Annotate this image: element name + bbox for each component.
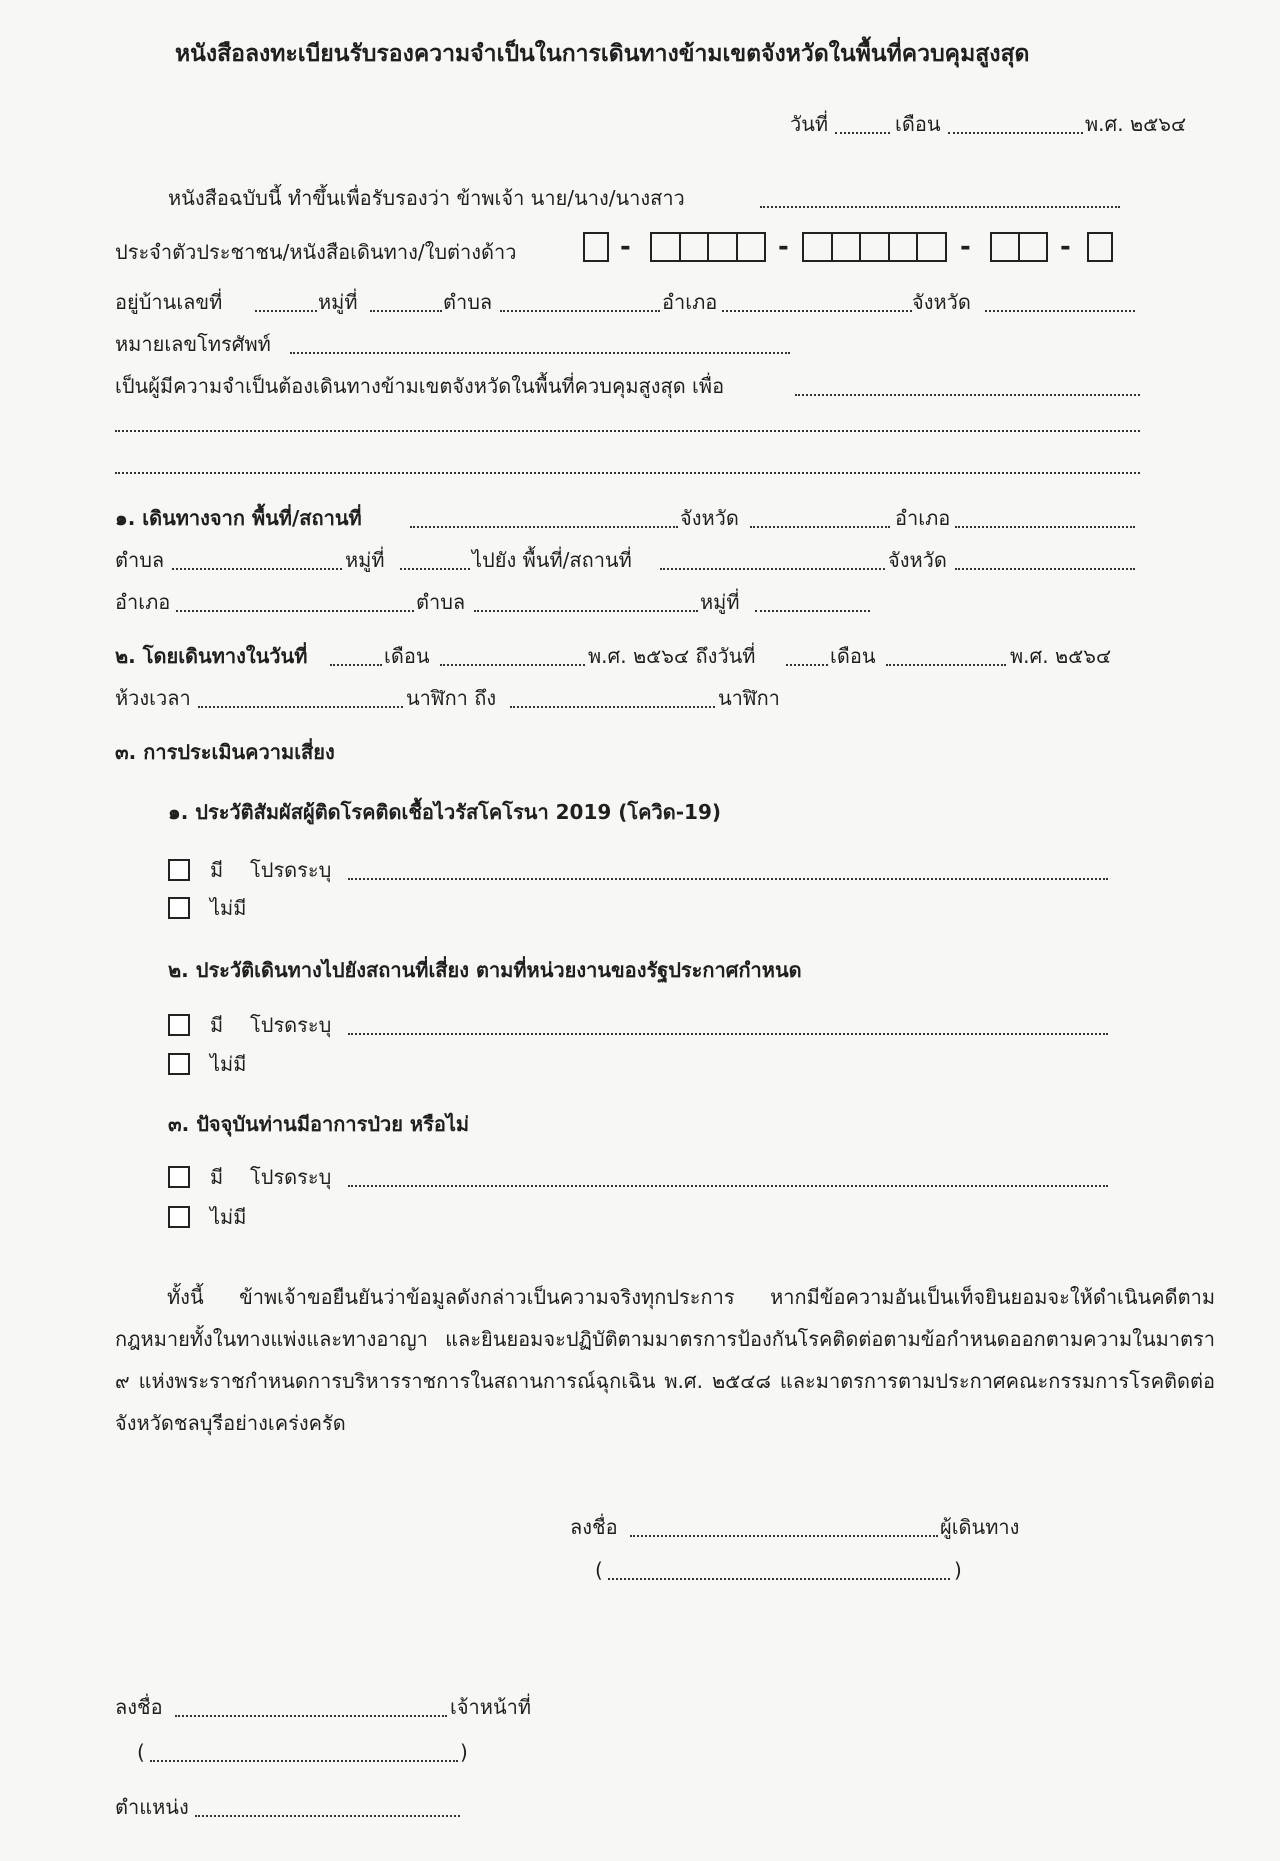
date-day-field[interactable]	[835, 132, 890, 134]
province-label: จังหวัด	[912, 290, 971, 314]
amphoe-label: อำเภอ	[662, 290, 718, 314]
id-dash: -	[960, 232, 971, 262]
purpose-label: เป็นผู้มีความจำเป็นต้องเดินทางข้ามเขตจังหวัดในพื้นที่ควบคุมสูงสุด เพื่อ	[115, 374, 725, 398]
travel-month-to-field[interactable]	[886, 664, 1006, 666]
section1-amphoe-label: อำเภอ	[895, 506, 951, 530]
section2-time-label: ห้วงเวลา	[115, 686, 191, 710]
section1-tambon-label: ตำบล	[115, 548, 165, 572]
traveler-open-paren: (	[595, 1558, 603, 1582]
moo-label: หมู่ที่	[318, 290, 358, 314]
time-to-field[interactable]	[510, 706, 715, 708]
to-place-field[interactable]	[660, 568, 885, 570]
tambon-label: ตำบล	[443, 290, 493, 314]
q1-no-checkbox[interactable]	[168, 897, 190, 919]
officer-label: เจ้าหน้าที่	[450, 1695, 532, 1719]
section2-minute-label: นาฬิกา	[718, 686, 780, 710]
house-no-field[interactable]	[255, 310, 317, 312]
intro-line-2: ประจำตัวประชาชน/หนังสือเดินทาง/ใบต่างด้าว	[115, 240, 517, 264]
intro-line-1: หนังสือฉบับนี้ ทำขึ้นเพื่อรับรองว่า ข้าพเจ้า นาย/นาง/นางสาว	[168, 186, 685, 210]
travel-day-to-field[interactable]	[786, 664, 828, 666]
q3-specify-field[interactable]	[348, 1185, 1108, 1187]
from-place-field[interactable]	[410, 526, 678, 528]
purpose-field-line-2[interactable]	[115, 430, 1140, 432]
from-province-field[interactable]	[750, 526, 890, 528]
time-from-field[interactable]	[198, 706, 403, 708]
purpose-field-line-3[interactable]	[115, 472, 1140, 474]
risk-q3-label: ๓. ปัจจุบันท่านมีอาการป่วย หรือไม่	[168, 1112, 470, 1136]
risk-q2-label: ๒. ประวัติเดินทางไปยังสถานที่เสี่ยง ตามที่หน่วยงานของรัฐประกาศกำหนด	[168, 958, 802, 982]
form-title: หนังสือลงทะเบียนรับรองความจำเป็นในการเดินทางข้ามเขตจังหวัดในพื้นที่ควบคุมสูงสุด	[175, 41, 1030, 67]
to-tambon-field[interactable]	[474, 610, 698, 612]
q1-specify-field[interactable]	[348, 878, 1108, 880]
id-dash: -	[620, 232, 631, 262]
id-dash: -	[1060, 232, 1071, 262]
section1-province-label: จังหวัด	[680, 506, 739, 530]
purpose-field[interactable]	[795, 394, 1140, 396]
q3-yes-label: มี	[210, 1165, 224, 1189]
section3-label: ๓. การประเมินความเสี่ยง	[115, 740, 335, 764]
from-amphoe-field[interactable]	[955, 526, 1135, 528]
q2-yes-label: มี	[210, 1013, 224, 1037]
q3-yes-checkbox[interactable]	[168, 1166, 190, 1188]
date-day-label: วันที่	[790, 112, 829, 136]
section2-month-to-label: เดือน	[830, 644, 876, 668]
section1-moo-label: หมู่ที่	[345, 548, 385, 572]
to-moo-field[interactable]	[755, 610, 870, 612]
section1-to-moo-label: หมู่ที่	[700, 590, 740, 614]
province-field[interactable]	[985, 310, 1135, 312]
section1-from-label: ๑. เดินทางจาก พื้นที่/สถานที่	[115, 506, 362, 530]
traveler-sign-field[interactable]	[630, 1535, 938, 1537]
section2-year-to-label: พ.ศ. ๒๕๖๔ ถึงวันที่	[588, 644, 756, 668]
travel-month-from-field[interactable]	[440, 664, 585, 666]
house-no-label: อยู่บ้านเลขที่	[115, 290, 223, 314]
officer-close-paren: )	[460, 1740, 468, 1764]
risk-q1-label: ๑. ประวัติสัมผัสผู้ติดโรคติดเชื้อไวรัสโคโรนา 2019 (โควิด-19)	[168, 800, 722, 824]
position-field[interactable]	[195, 1815, 460, 1817]
date-month-label: เดือน	[895, 112, 941, 136]
traveler-label: ผู้เดินทาง	[940, 1515, 1020, 1539]
q3-no-checkbox[interactable]	[168, 1206, 190, 1228]
traveler-sign-label: ลงชื่อ	[570, 1515, 618, 1539]
section1-to-province-label: จังหวัด	[888, 548, 947, 572]
id-box-group-5[interactable]	[1087, 232, 1113, 262]
from-moo-field[interactable]	[400, 568, 470, 570]
q3-no-label: ไม่มี	[210, 1205, 247, 1229]
id-dash: -	[778, 232, 789, 262]
traveler-name-field[interactable]	[608, 1578, 950, 1580]
id-box-group-2[interactable]	[650, 232, 766, 262]
q2-no-checkbox[interactable]	[168, 1053, 190, 1075]
section2-minute-to-label: นาฬิกา ถึง	[406, 686, 497, 710]
position-label: ตำแหน่ง	[115, 1795, 189, 1819]
q1-specify-label: โปรดระบุ	[250, 858, 332, 882]
q1-yes-checkbox[interactable]	[168, 859, 190, 881]
date-year-label: พ.ศ. ๒๕๖๔	[1085, 112, 1187, 136]
to-province-field[interactable]	[955, 568, 1135, 570]
travel-day-from-field[interactable]	[330, 664, 382, 666]
name-field[interactable]	[760, 206, 1120, 208]
declaration-paragraph: ทั้งนี้ ข้าพเจ้าขอยืนยันว่าข้อมูลดังกล่าวเป็นความจริงทุกประการ หากมีข้อความอันเป็นเท็จยินยอมจะให้ดำเนินคดีตามกฎหมายทั้งในทางแพ่งและทางอาญา และยินยอมจะปฏิบัติตามมาตรการป้องกันโรคติดต่อตามข้อกำหนดออกตามความในมาตรา ๙ แห่งพระราชกำหนดการบริหารราชการในสถานการณ์ฉุกเฉิน พ.ศ. ๒๕๔๘ และมาตรการตามประกาศคณะกรรมการโรคติดต่อจังหวัดชลบุรีอย่างเคร่งครัด	[115, 1285, 1215, 1435]
section1-to-tambon-label: ตำบล	[416, 590, 466, 614]
officer-name-field[interactable]	[150, 1760, 458, 1762]
officer-sign-field[interactable]	[175, 1715, 447, 1717]
moo-field[interactable]	[370, 310, 442, 312]
id-box-group-1[interactable]	[583, 232, 609, 262]
section2-label: ๒. โดยเดินทางในวันที่	[115, 644, 308, 668]
q1-yes-label: มี	[210, 858, 224, 882]
from-tambon-field[interactable]	[172, 568, 342, 570]
date-month-field[interactable]	[948, 132, 1083, 134]
section2-month-label: เดือน	[384, 644, 430, 668]
officer-open-paren: (	[137, 1740, 145, 1764]
section1-to-amphoe-label: อำเภอ	[115, 590, 171, 614]
section1-to-label: ไปยัง พื้นที่/สถานที่	[472, 548, 632, 572]
id-box-group-4[interactable]	[990, 232, 1048, 262]
q2-specify-field[interactable]	[348, 1033, 1108, 1035]
phone-field[interactable]	[290, 352, 790, 354]
q2-no-label: ไม่มี	[210, 1052, 247, 1076]
section2-year-label: พ.ศ. ๒๕๖๔	[1010, 644, 1112, 668]
amphoe-field[interactable]	[722, 310, 912, 312]
q1-no-label: ไม่มี	[210, 896, 247, 920]
q3-specify-label: โปรดระบุ	[250, 1165, 332, 1189]
id-box-group-3[interactable]	[802, 232, 947, 262]
traveler-close-paren: )	[954, 1558, 962, 1582]
to-amphoe-field[interactable]	[176, 610, 414, 612]
phone-label: หมายเลขโทรศัพท์	[115, 332, 271, 356]
officer-sign-label: ลงชื่อ	[115, 1695, 163, 1719]
tambon-field[interactable]	[500, 310, 660, 312]
q2-yes-checkbox[interactable]	[168, 1014, 190, 1036]
q2-specify-label: โปรดระบุ	[250, 1013, 332, 1037]
